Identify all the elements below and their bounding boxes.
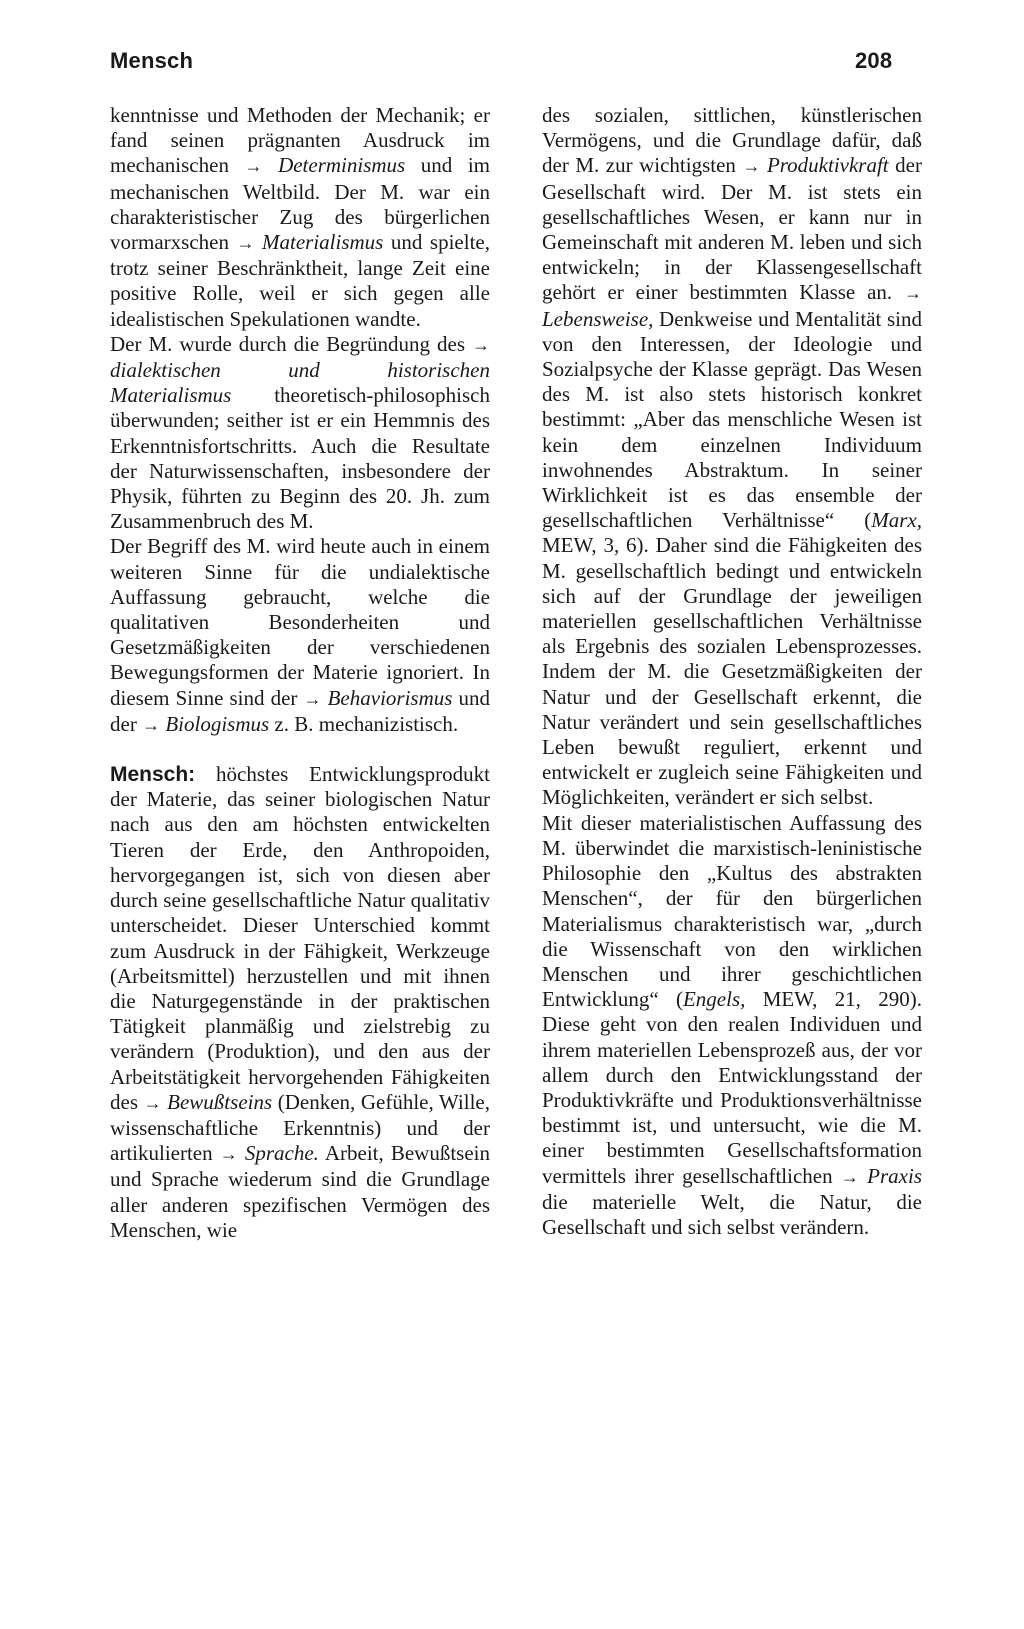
cross-reference-arrow-icon: → <box>143 1092 162 1113</box>
cross-reference-arrow-icon: → <box>472 334 490 355</box>
paragraph: Der M. wurde durch die Begründung des → dialektischen und historischen Materialismus theoretisch-philosophisch überwunden; seither ist er ein Hemmnis des Erkenntnisfortschritts. Auch die Resultate der Naturwissenschaften, insbesondere der Physik, führten zu Beginn des 20. Jh. zum Zusammenbruch des M. <box>110 331 490 534</box>
paragraph: des sozialen, sittlichen, künstlerischen Vermögens, und die Grundlage dafür, daß der M. zur wichtigsten → Produktivkraft der Gesellschaft wird. Der M. ist stets ein gesellschaftliches Wesen, er kann nur in Gemeinschaft mit anderen M. leben und sich entwickeln; in der Klassengesellschaft gehört er einer bestimmten Klasse an. → Lebensweise, Denkweise und Mentalität sind von den Interessen, der Ideologie und Sozialpsyche der Klasse geprägt. Das Wesen des M. ist also stets historisch konkret bestimmt: „Aber das menschliche Wesen ist kein dem einzelnen Individuum inwohnendes Abstraktum. In seiner Wirklichkeit ist es das ensemble der gesellschaftlichen Verhältnisse“ (Marx, MEW, 3, 6). Daher sind die Fähigkeiten des M. gesellschaftlich bedingt und entwickeln sich auf der Grundlage der jeweiligen materiellen gesellschaftlichen Verhältnisse als Ergebnis des sozialen Lebensprozesses. Indem der M. die Gesetzmäßigkeiten der Natur und der Gesellschaft erkennt, die Natur verändert und sein gesellschaftliches Leben bewußt reguliert, erkennt und entwickelt er zugleich seine Fähigkeiten und Möglichkeiten, verändert er sich selbst. <box>542 103 922 810</box>
cross-reference-term: Determinismus <box>278 153 406 178</box>
paragraph: Der Begriff des M. wird heute auch in einem weiteren Sinne für die undialektische Auffassung gebraucht, welche die qualitativen Besonderheiten und Gesetzmäßigkeiten der verschiedenen Bewegungsformen der Materie ignoriert. In diesem Sinne sind der → Behaviorismus und der → Biologismus z. B. mechanizistisch. <box>110 534 491 736</box>
paragraph: Mit dieser materialistischen Auffassung des M. überwindet die marxistisch-leninistische Philosophie den „Kultus des abstrakten Menschen“, der für den bürgerlichen Materialismus charakteristisch war, „durch die Wissenschaft von den wirklichen Menschen und ihrer geschichtlichen Entwicklung“ (Engels, MEW, 21, 290). Diese geht von den realen Individuen und ihrem materiellen Lebensprozeß aus, der vor allem durch den Entwicklungsstand der Produktivkräfte und Produktionsverhältnisse bestimmt ist, und untersucht, wie die M. einer bestimmten Gesellschaftsformation vermittels ihrer gesellschaftlichen → Praxis die materielle Welt, die Natur, die Gesellschaft und sich selbst verändern. <box>542 810 922 1239</box>
cross-reference-arrow-icon: → <box>142 714 161 735</box>
cross-reference-arrow-icon: → <box>303 688 322 709</box>
entry-headword: Mensch: <box>110 763 196 787</box>
cross-reference-arrow-icon: → <box>236 233 255 254</box>
cross-reference-term: dialektischen und historischen Materialismus <box>110 358 490 408</box>
cross-reference-term: Sprache. <box>244 1141 319 1166</box>
running-head-entry: Mensch <box>110 48 194 73</box>
cross-reference-term: Behaviorismus <box>327 685 453 710</box>
right-column <box>542 103 922 1240</box>
cross-reference-arrow-icon: → <box>904 283 922 304</box>
cross-reference-arrow-icon: → <box>742 156 761 177</box>
left-column <box>110 103 490 1243</box>
cross-reference-term: Lebensweise, <box>542 306 654 331</box>
cross-reference-term: Engels, <box>682 987 746 1012</box>
cross-reference-arrow-icon: → <box>219 1144 238 1165</box>
page-number: 208 <box>855 48 893 73</box>
paragraph: kenntnisse und Methoden der Mechanik; er fand seinen prägnanten Ausdruck im mechanischen → Determinismus und im mechanischen Weltbild. Der M. war ein charakteristischer Zug des bürgerlichen vormarxschen → Materialismus und spielte, trotz seiner Beschränktheit, lange Zeit eine positive Rolle, weil er sich gegen alle idealistischen Spekulationen wandte. <box>110 103 491 331</box>
cross-reference-term: Praxis <box>867 1163 922 1188</box>
cross-reference-term: Materialismus <box>262 230 384 255</box>
cross-reference-term: Produktivkraft <box>766 153 889 178</box>
cross-reference-term: Biologismus <box>165 711 270 736</box>
cross-reference-term: Bewußtseins <box>167 1089 273 1114</box>
cross-reference-arrow-icon: → <box>840 1166 859 1187</box>
cross-reference-term: Marx, <box>871 508 922 533</box>
cross-reference-arrow-icon: → <box>244 156 263 177</box>
entry-mensch: Mensch: höchstes Entwicklungsprodukt der Materie, das seiner biologischen Natur nach aus den am höchsten entwickelten Tieren der Erde, den Anthropoiden, hervorgegangen ist, sich von diesen aber durch seine gesellschaftliche Natur qualitativ unterscheidet. Dieser Unterschied kommt zum Ausdruck in der Fähigkeit, Werkzeuge (Arbeitsmittel) herzustellen und mit ihnen die Naturgegenstände in der praktischen Tätigkeit planmäßig und zielstrebig zu verändern (Produktion), und den aus der Arbeitstätigkeit hervorgehenden Fähigkeiten des → Bewußtseins (Denken, Gefühle, Wille, wissenschaftliche Erkenntnis) und der artikulierten → Sprache. Arbeit, Bewußtsein und Sprache wiederum sind die Grundlage aller anderen spezifischen Vermögen des Menschen, wie <box>110 762 490 1242</box>
